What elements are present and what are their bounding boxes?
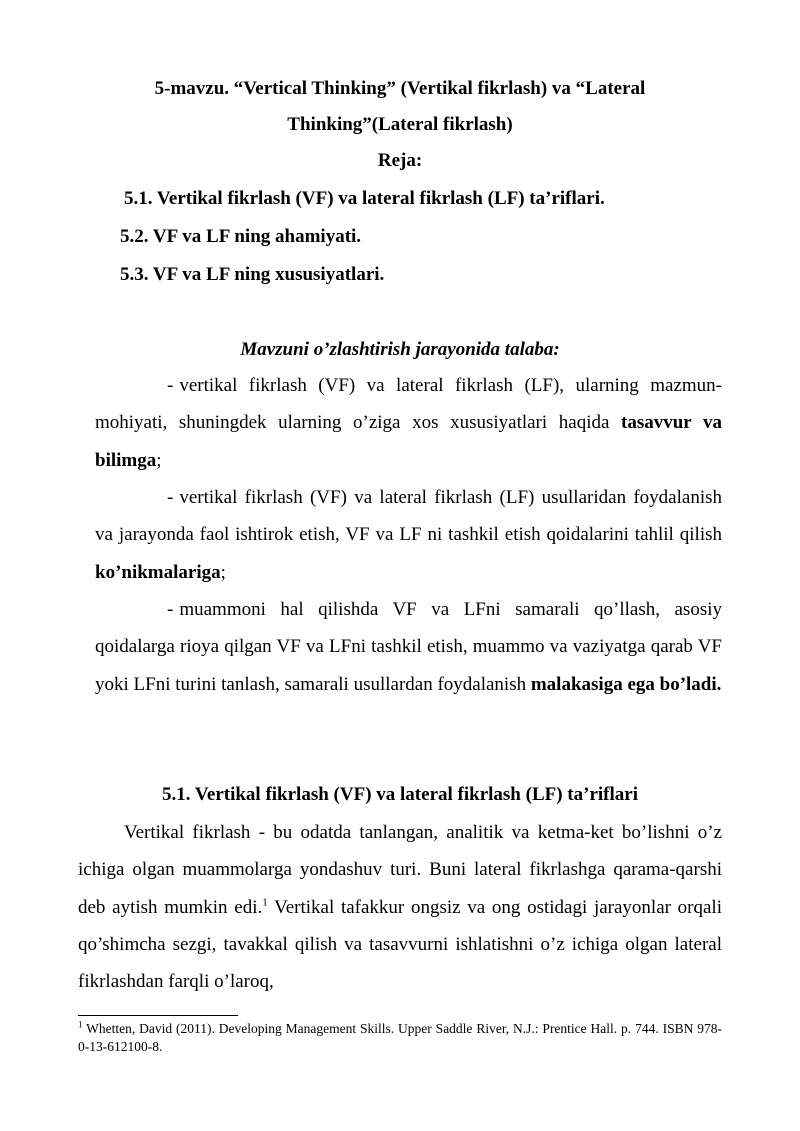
footnote: [78, 1020, 722, 1056]
section-body-paragraph: [78, 814, 722, 1000]
section-heading: 5.1. Vertikal fikrlash (VF) va lateral fikrlash (LF) ta’riflari: [162, 784, 638, 805]
body-text-part-2: Vertikal tafakkur ongsiz va ong ostidagi jarayonlar orqali qo’shimcha sezgi, tavakkal qilish va tasavvurni ishlatishni o’z ichiga olgan lateral fikrlashdan farqli o’laroq,: [78, 896, 722, 993]
footnote-reference[interactable]: 1: [262, 896, 268, 909]
footnote-number: 1: [78, 1019, 83, 1030]
plan-item-3: 5.3. VF va LF ning xususiyatlari.: [120, 264, 385, 285]
plan-item-1: 5.1. Vertikal fikrlash (VF) va lateral fikrlash (LF) ta’riflari.: [124, 188, 605, 209]
objective-emphasis: malakasiga ega bo’ladi.: [530, 673, 722, 695]
body-text-part-1: Vertikal fikrlash - bu odatda tanlangan, analitik va ketma-ket bo’lishni o’z ichiga olgan muammolarga yondashuv turi. Buni lateral fikrlashga qarama-qarshi deb aytish mumkin edi.: [78, 822, 722, 918]
objective-text: muammoni hal qilishda VF va LFni samarali qo’llash, asosiy qoidalarga rioya qilgan VF va LFni tashkil etish, muammo va vaziyatga qarab VF yoki LFni turini tanlash, samarali usullardan foydalanish: [95, 599, 722, 695]
bullet-dash: -: [167, 599, 174, 620]
objective-end: ;: [220, 561, 226, 583]
objective-emphasis: tasavvur va bilimga: [95, 412, 722, 471]
objective-text: vertikal fikrlash (VF) va lateral fikrlash (LF), ularning mazmun-mohiyati, shuningdek ularning o’ziga xos xususiyatlari haqida: [95, 375, 722, 434]
objectives-heading: Mavzuni o’zlashtirish jarayonida talaba:: [240, 339, 560, 360]
footnote-separator: [78, 1015, 238, 1016]
objective-end: ;: [156, 449, 162, 471]
objective-text: vertikal fikrlash (VF) va lateral fikrlash (LF) usullaridan foydalanish va jarayonda faol ishtirok etish, VF va LF ni tashkil etish qoidalarini tahlil qilish: [95, 487, 722, 546]
footnote-text: Whetten, David (2011). Developing Management Skills. Upper Saddle River, N.J.: Prentice Hall. p. 744. ISBN 978-0-13-612100-8.: [78, 1021, 722, 1054]
bullet-dash: -: [167, 487, 174, 508]
bullet-dash: -: [167, 375, 174, 396]
plan-item-2: 5.2. VF va LF ning ahamiyati.: [120, 226, 362, 247]
title-line-2: Thinking”(Lateral fikrlash): [287, 114, 513, 135]
plan-heading: Reja:: [377, 150, 423, 171]
objective-emphasis: ko’nikmalariga: [95, 561, 221, 583]
objective-item-2: [95, 479, 722, 591]
objective-item-3: [95, 591, 722, 703]
title-line-1: 5-mavzu. “Vertical Thinking” (Vertikal fikrlash) va “Lateral: [154, 78, 646, 99]
document-title: [78, 71, 722, 143]
objective-item-1: [95, 367, 722, 479]
